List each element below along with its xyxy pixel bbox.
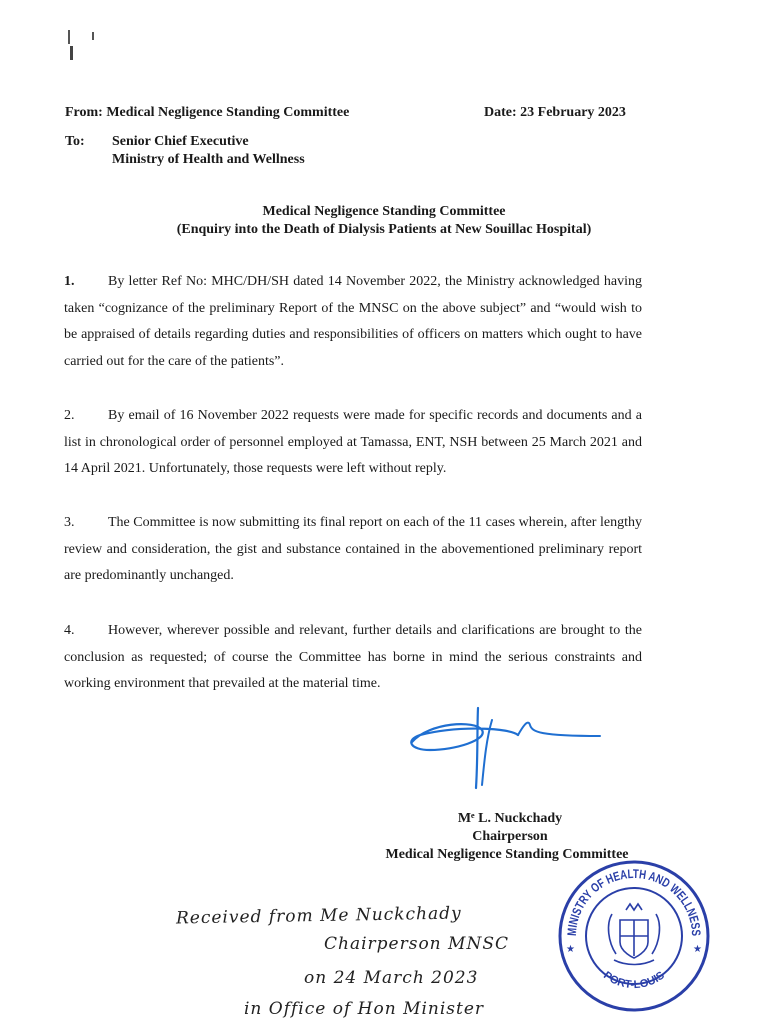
to-recipient-org: Ministry of Health and Wellness [112,152,305,167]
paragraph-text: By email of 16 November 2022 requests were made for specific records and documents and a list in chronological order of personnel employed at Tamassa, ENT, NSH between 25 March 2021 and 14 April 2021. Unfortunately, those requests were left without reply. [64,408,642,476]
signatory-name: Mᵉ L. Nuckchady [457,811,563,826]
crest-icon [609,904,660,965]
paragraph-number: 3. [64,515,75,530]
scan-mark [68,30,70,44]
paragraph-2 [64,403,642,483]
handwritten-note-line-3: on 24 March 2023 [304,968,479,988]
paragraph-number: 1. [64,274,75,289]
scan-mark [92,32,94,40]
svg-text:★: ★ [566,944,575,955]
signatory-role: Chairperson [472,829,548,844]
signatory-org: Medical Negligence Standing Committee [385,847,629,862]
paragraph-number: 4. [64,623,75,638]
handwritten-note-line-4: in Office of Hon Minister [244,999,485,1019]
paragraph-text: By letter Ref No: MHC/DH/SH dated 14 November 2022, the Ministry acknowledged having taken “cognizance of the preliminary Report of the MNSC on the above subject” and “would wish to be appraised of details regarding duties and responsibilities of officers on matters which ought to have carried out for the care of the patients”. [64,274,642,369]
stamp-ring-text: MINISTRY OF HEALTH AND WELLNESS [564,866,704,939]
paragraph-1 [64,269,642,375]
date-line: Date: 23 February 2023 [484,105,626,120]
handwritten-signature [400,700,610,800]
ministry-stamp [556,858,712,1014]
to-recipient-title: Senior Chief Executive [112,134,249,149]
paragraph-text: However, wherever possible and relevant, further details and clarifications are brought to the conclusion as requested; of course the Committee has borne in mind the serious constraints and working environment that prevailed at the material time. [64,623,642,691]
subject-line-1: Medical Negligence Standing Committee [262,204,506,219]
scan-mark [70,46,73,60]
stamp-bottom-text: PORT-LOUIS [601,969,667,992]
svg-text:★: ★ [693,944,702,955]
to-label: To: [65,134,85,149]
subject-line-2: (Enquiry into the Death of Dialysis Patients at New Souillac Hospital) [176,222,592,237]
from-line: From: Medical Negligence Standing Committee [65,105,350,120]
paragraph-text: The Committee is now submitting its final report on each of the 11 cases wherein, after lengthy review and consideration, the gist and substance contained in the abovementioned preliminary report are predominantly unchanged. [64,515,642,583]
handwritten-note-line-2: Chairperson MNSC [324,934,509,954]
paragraph-number: 2. [64,408,75,423]
handwritten-note-line-1: Received from Me Nuckchady [175,903,462,929]
paragraph-4 [64,618,642,698]
paragraph-3 [64,510,642,590]
